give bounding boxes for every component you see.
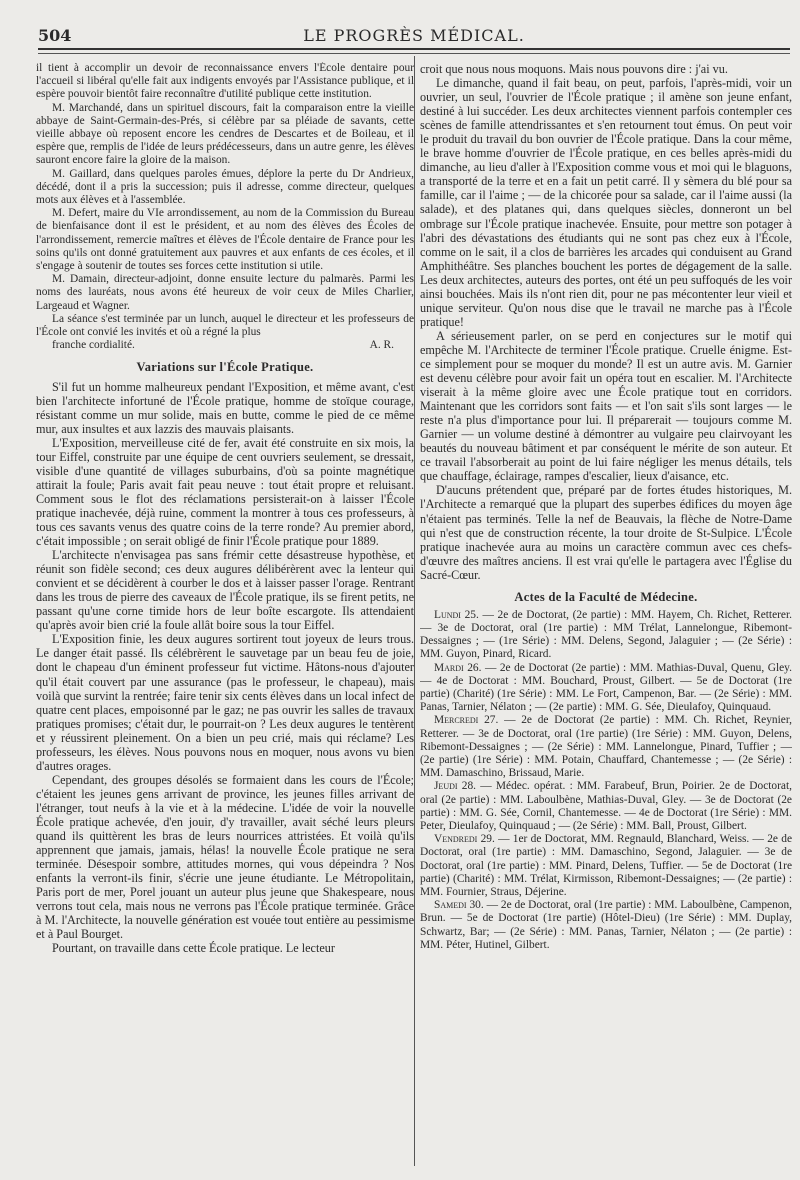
author-signature: A. R.	[369, 339, 394, 352]
exam-text: — 2e de Doctorat (2e partie) : MM. Ch. Richet, Reynier, Retterer. — 3e de Doctorat, oral (1re partie) (1re Série) : MM. Guyon, Delens, Ribemont-Dessaignes ; — (2e Série) : MM. Lannelongue, Pinard, Tuffier ; — (2e partie) (1re Série) : MM. Potain, Chauffard, Chantemesse ; — (2e Série) : MM. Damaschino, Brissaud, Marie.	[420, 714, 792, 780]
article-paragraph: L'architecte n'envisagea pas sans frémir cette désastreuse hypothèse, et réunit son fidèle second; ces deux augures délibérèrent avec la lenteur qui convient et se décidèrent à courber le dos et à laisser passer l'orage. Rentrant dans les trous de pierre des caveaux de l'École pratique, ils se firent petits, ne passant qu'une corne timide hors de leur boîte escargote. Ils attendaient qu'après avoir bien crié la foule allât boire sous la tour Eiffel.	[36, 548, 414, 633]
page-header	[38, 26, 790, 46]
exam-entry	[420, 662, 792, 715]
exam-text: — 1er de Doctorat, MM. Regnauld, Blanchard, Weiss. — 2e de Doctorat, oral (1re partie) : MM. Damaschino, Segond, Jalaguier. — 3e de Doctorat, oral (1re partie) : MM. Pinard, Delens, Tuffier. — 5e de Doctorat (1re partie) (Charité) : MM. Trélat, Kirmisson, Ribemont-Dessaignes; — (2e partie) : MM. Fournier, Straus, Déjerine.	[420, 833, 792, 899]
intro-paragraph: M. Gaillard, dans quelques paroles émues, déplore la perte du Dr Andrieux, décédé, dont il a pris la succession; puis il adresse, comme directeur, quelques mots aux élèves et à l'assemblée.	[36, 167, 414, 207]
article-paragraph: croit que nous nous moquons. Mais nous pouvons dire : j'ai vu.	[420, 62, 728, 76]
exam-entry	[420, 780, 792, 833]
header-rule-thin	[38, 53, 790, 54]
exam-text: — 2e de Doctorat (2e partie) : MM. Mathias-Duval, Quenu, Gley. — 4e de Doctorat : MM. Bouchard, Proust, Gilbert. — 5e de Doctorat (1re partie) (Charité) (1re Série) : MM. Le Fort, Campenon, Bar. — (2e Série) : MM. Panas, Tarnier, Nélaton ; — (2e partie) : MM. G. Sée, Dieulafoy, Quinquaud.	[420, 661, 792, 714]
exam-entry	[420, 833, 792, 899]
article-paragraph: A sérieusement parler, on se perd en conjectures sur le motif qui empêche M. l'Architecte de terminer l'École pratique. Cruelle énigme. Est-ce simplement pour se moquer du monde? Il est un autre avis. M. Garnier est devenu célèbre pour avoir fait un opéra tout en escalier. M. l'Architecte viserait à la même gloire avec une École pratique tout en corridors. Maintenant que les corridors sont faits — et l'on sait s'ils sont larges — le reste n'a plus d'importance pour lui. Il préparerait — toujours comme M. Garnier — un volume destiné à démontrer au vulgaire peu clairvoyant les beautés du nouveau bâtiment et par conséquent le mérite de son auteur. Et ce travail l'absorberait au point de lui faire négliger les menus détails, tels que chauffage, éclairage, rampes d'escalier, lieux d'aisance, etc.	[420, 328, 792, 484]
exam-day: Jeudi 28.	[434, 780, 477, 793]
exam-day: Vendredi 29.	[434, 833, 495, 846]
page-number: 504	[38, 26, 72, 45]
article-paragraph: Pourtant, on travaille dans cette École pratique. Le lecteur	[52, 941, 335, 956]
article-paragraph: S'il fut un homme malheureux pendant l'Exposition, et même avant, c'est bien l'architecte infortuné de l'École pratique, homme de stoïque courage, résistant comme un mur solide, mais en butte, comme le pied de ce même mur, aux insultes et aux lazzis des mauvais plaisants.	[36, 379, 414, 436]
section-title-actes: Actes de la Faculté de Médecine.	[514, 589, 698, 604]
intro-section	[36, 62, 414, 352]
header-rule	[38, 48, 790, 50]
intro-paragraph: il tient à accomplir un devoir de reconnaissance envers l'École dentaire pour l'accueil si libéral qu'elle fait aux indigents envoyés par l'Assistance publique, et il espère pouvoir bientôt faire reconnaître d'utilité publique cette institution.	[36, 62, 414, 101]
exam-text: — 2e de Doctorat, (2e partie) : MM. Hayem, Ch. Richet, Retterer. — 3e de Doctorat, oral (1re partie) : MM Trélat, Lannelongue, Ribemont-Dessaignes ; — (1re Série) : MM. Delens, Segond, Jalaguier ; — (2e Série) : MM. Guyon, Pinard, Ricard.	[420, 608, 792, 661]
exam-text: — Médec. opérat. : MM. Farabeuf, Brun, Poirier. 2e de Doctorat, oral (2e partie) : MM. Laboulbène, Mathias-Duval, Gley. — 3e de Doctorat (2e partie) : MM. G. Sée, Cornil, Chantemesse. — 4e de Doctorat (1re Série) : MM. Peter, Dieulafoy, Quinquaud ; — (2e Série) : MM. Ball, Proust, Gilbert.	[420, 780, 792, 833]
column-divider	[414, 56, 415, 1166]
closing-paragraph: La séance s'est terminée par un lunch, auquel le directeur et les professeurs de l'École ont convié les invités et où a régné la plus	[36, 312, 414, 339]
exam-day: Mardi 26.	[434, 661, 482, 674]
article-paragraph: L'Exposition finie, les deux augures sortirent tout joyeux de leurs trous. Le danger était passé. Ils célébrèrent le sauvetage par un beau feu de joie, dont le chapeau d'un éminent professeur fut victime. Hâtons-nous d'ajouter qu'il était couvert par une assurance (pas le professeur, le chapeau), mais voilà que survint la rentrée; faire tenir six cents élèves dans un local infect de quatre cent places, empoisonné par le gaz; ne pas ouvrir les salles de travaux pratiques promises; c'était dur, le pourrait-on ? Les deux augures le tentèrent et y réussirent pleinement. On a bien un peu crié, mais qui réclame? Les professeurs, les élèves. Nous pouvons nous en moquer, nous avons vu bien d'autres orages.	[36, 632, 414, 773]
section-title-variations: Variations sur l'École Pratique.	[136, 360, 314, 375]
journal-title: LE PROGRÈS MÉDICAL.	[303, 26, 525, 45]
closing-line	[36, 339, 414, 352]
closing-text: franche cordialité.	[52, 339, 135, 352]
left-column	[36, 62, 414, 1166]
right-column	[420, 62, 792, 1166]
article-paragraph: L'Exposition, merveilleuse cité de fer, avait été construite en six mois, la tour Eiffel, construite par une équipe de cent ouvriers seulement, se dressait, visible d'une quantité de villages suburbains, d'où sa pointe magnétique attirait la foule; Paris avait fait peau neuve : tout était propre et reluisant. Comment sous le flot des réclamations persisterait-on à laisser l'École pratique inachevée, déjà ruine, comment la montrer à tous ces professeurs, à tous ces savants venus des quatre coins de la terre ronde? Au premier abord, c'était impossible ; on serait obligé de finir l'École pratique pour 1889.	[36, 435, 414, 549]
exam-day: Mercredi 27.	[434, 714, 499, 727]
exam-entry	[420, 609, 792, 662]
intro-paragraph: M. Damain, directeur-adjoint, donne ensuite lecture du palmarès. Parmi les noms des lauréats, nous avons été heureux de voir ceux de Miles Charlier, Largeaud et Wagner.	[36, 273, 414, 312]
exam-list	[420, 609, 792, 952]
exam-entry	[420, 899, 792, 952]
exam-day: Samedi 30.	[434, 899, 484, 912]
article-paragraph: D'aucuns prétendent que, préparé par de fortes études historiques, M. l'Architecte a remarqué que la plupart des superbes édifices du moyen âge n'étaient pas terminés. Telle la nef de Beauvais, la flèche de Notre-Dame qui n'est que de construction récente, la tour droite de St-Sulpice. L'École pratique inachevée aura au moins un caractère commun avec ces chefs-d'œuvre des maîtres anciens. Il est vrai qu'elle le partagera avec l'Église du Sacré-Cœur.	[420, 483, 792, 582]
exam-text: — 2e de Doctorat, oral (1re partie) : MM. Laboulbène, Campenon, Brun. — 5e de Doctorat (1re partie) (Hôtel-Dieu) (1re Série) : MM. Duplay, Schwartz, Bar; — (2e Série) : MM. Panas, Tarnier, Nélaton ; — (2e partie) : MM. Péter, Hutinel, Gilbert.	[420, 899, 792, 951]
exam-day: Lundi 25.	[434, 608, 479, 621]
intro-paragraph: M. Defert, maire du VIe arrondissement, au nom de la Commission du Bureau de bienfaisance dont il est le président, et au nom des élèves des Écoles de l'arrondissement, remercie maîtres et élèves de l'École dentaire de France pour les soins qu'ils ont donné gratuitement aux pauvres et aux enfants de ces écoles, et il s'engage à soutenir de toutes ses forces cette institution si utile.	[36, 207, 414, 273]
exam-entry	[420, 714, 792, 780]
intro-paragraph: M. Marchandé, dans un spirituel discours, fait la comparaison entre la vieille abbaye de Saint-Germain-des-Prés, si célèbre par sa pléiade de savants, cette vieille abbaye où reposent encore les cendres de Descartes et de Boileau, et il espère que, remplis de l'idée de leurs prédécesseurs, dans un autre genre, les élèves sauront encore faire la gloire de la maison.	[36, 101, 414, 167]
article-paragraph: Cependant, des groupes désolés se formaient dans les cours de l'École; c'étaient les jeunes gens arrivant de province, les jeunes filles arrivant de l'étranger, tout neufs à la vie et à la médecine. L'idée de voir la nouvelle École pratique achevée, d'en jouir, d'y travailler, avait séché leurs pleurs quand ils quittèrent les bras de leurs nourrices attristées. Et voilà qu'ils apprennent que jamais, jamais, hélas! la nouvelle École pratique ne sera terminée. Désespoir sombre, attitudes mornes, qui vous dépeindra ? Nos enfants la verront-ils finir, s'écrie une jeune étudiante. Le Métropolitain, Paris port de mer, Porel jouant un auteur plus jeune que Shakespeare, nous verrons tout cela, mais nous ne verrons pas l'École pratique terminée. Grâce à M. l'Architecte, la nouvelle génération est vouée tout entière au pessimisme et à Paul Bourget.	[36, 772, 414, 942]
article-paragraph: Le dimanche, quand il fait beau, on peut, parfois, l'après-midi, voir un ouvrier, un seul, l'ouvrier de l'École pratique ; il amène son jeune enfant, destiné à lui succéder. Les deux architectes viennent parfois contempler ces scènes de famille attendrissantes et s'en retournent tout émus. On peut voir le produit du travail du bon ouvrier de l'École pratique. Dans la cour même, le brave homme d'ouvrier de l'École pratique, en ces belles après-midi du dimanche, au lieu d'aller à l'Exposition comme vous et moi qui le blaguons, a transporté de la terre et en a fait un petit carré. Il y sèmera du blé pour sa famille, car il l'aime ; — de la chicorée pour sa salade, car il l'aime aussi (la salade), et des platanes qui, dans quelques siècles, donneront un bel ombrage sur l'École pratique inachevée. Ensuite, pour mettre son potager à l'abri des dévastations des étudiants qui ne sont pas chez eux à l'École, comme on le sait, il a clos de barrières les arcades qui conduisent au Grand Amphithéâtre. Ses planches bouchent les portes de dégagement de la salle. Les deux architectes, auteurs des portes, ont été un peu suffoqués de les voir ainsi bouchées. Mais ils n'ont rien dit, pour ne pas mécontenter leur vieil et unique serviteur. Qu'on nous dise que le travail ne marche pas à l'École pratique!	[420, 76, 792, 329]
